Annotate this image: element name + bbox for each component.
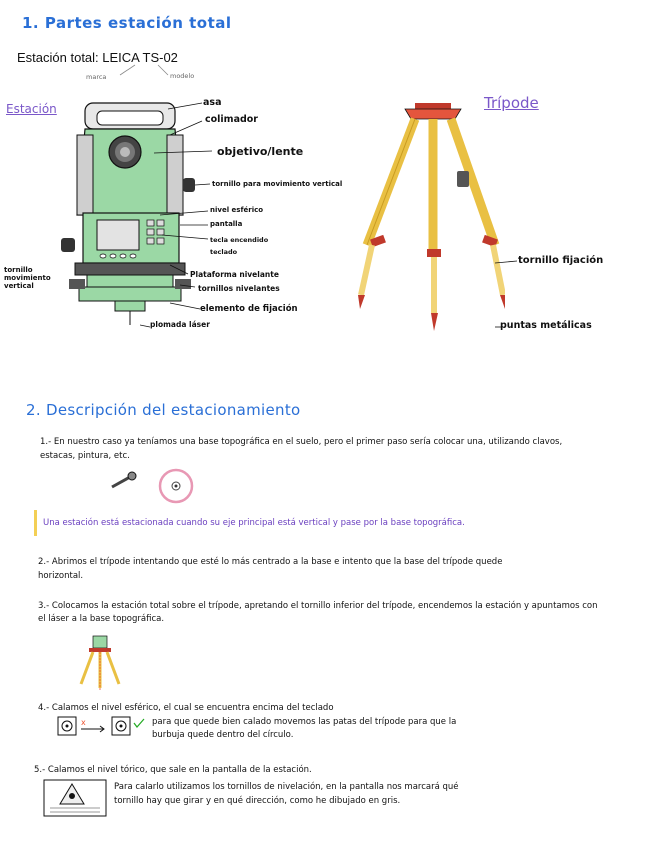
label-colimador: colimador (205, 114, 258, 125)
step-4-text: para que quede bien calado movemos las patas del trípode para que la burbuja quede dentro del círculo. (152, 717, 457, 740)
nail-and-base-icons (108, 467, 208, 505)
label-pantalla: pantalla (210, 220, 243, 228)
tripod-illustration (355, 95, 505, 350)
tripod-heading: Trípode (484, 94, 539, 112)
label-tornillo-fijacion: tornillo fijación (518, 255, 604, 266)
step-4-heading: 4.- Calamos el nivel esférico, el cual se encuentra encima del teclado (38, 703, 334, 713)
step-3: 3.- Colocamos la estación total sobre el trípode, apretando el tornillo inferior del trípode, encendemos la estación y apuntamos con el láser a la base topográfica. (38, 601, 598, 624)
step-5-text: Para calarlo utilizamos los tornillos de nivelación, en la pantalla nos marcará qué tornillo hay que girar y en qué dirección, como he dibujado en gris. (114, 782, 459, 806)
bubble-level-icons (56, 715, 152, 737)
label-objetivo: objetivo/lente (217, 145, 304, 158)
toric-level-screen-icon (42, 778, 110, 820)
svg-text:x: x (81, 718, 86, 727)
model-label: Estación total: LEICA TS-02 (17, 50, 178, 65)
definition-note-text: Una estación está estacionada cuando su eje principal está vertical y pase por la base topográfica. (43, 518, 465, 528)
step-1: 1.- En nuestro caso ya teníamos una base topográfica en el suelo, pero el primer paso sería colocar una, utilizando clavos, estacas, pintura, etc. (40, 437, 563, 461)
label-elemento-fijacion: elemento de fijación (200, 304, 298, 314)
label-tornillo-vertical: tornillo para movimiento vertical (212, 180, 343, 188)
annotation-modelo: modelo (170, 72, 195, 80)
section-title-2: 2. Descripción del estacionamiento (26, 401, 301, 419)
mini-tripod-icon (75, 632, 125, 692)
label-tecla-encendido: tecla encendido (210, 236, 269, 244)
annotation-marca: marca (86, 73, 107, 81)
section-title-1: 1. Partes estación total (22, 14, 232, 32)
label-tornillos-nivelantes: tornillos nivelantes (198, 284, 280, 293)
step-5-heading: 5.- Calamos el nivel tórico, que sale en la pantalla de la estación. (34, 765, 312, 775)
label-plataforma-nivelante: Plataforma nivelante (190, 270, 279, 279)
station-heading: Estación (6, 102, 57, 116)
station-leader-lines (140, 95, 230, 335)
label-plomada-laser: plomada láser (150, 320, 210, 329)
step-2: 2.- Abrimos el trípode intentando que esté lo más centrado a la base e intento que la base del trípode quede horizontal. (38, 557, 503, 581)
label-tornillo-movimiento-vertical: tornillo movimiento vertical (4, 266, 51, 290)
label-teclado: teclado (210, 248, 238, 256)
label-puntas-metalicas: puntas metálicas (500, 320, 592, 331)
label-nivel-esferico: nivel esférico (210, 206, 264, 214)
definition-note (34, 510, 543, 536)
label-asa: asa (203, 97, 222, 108)
